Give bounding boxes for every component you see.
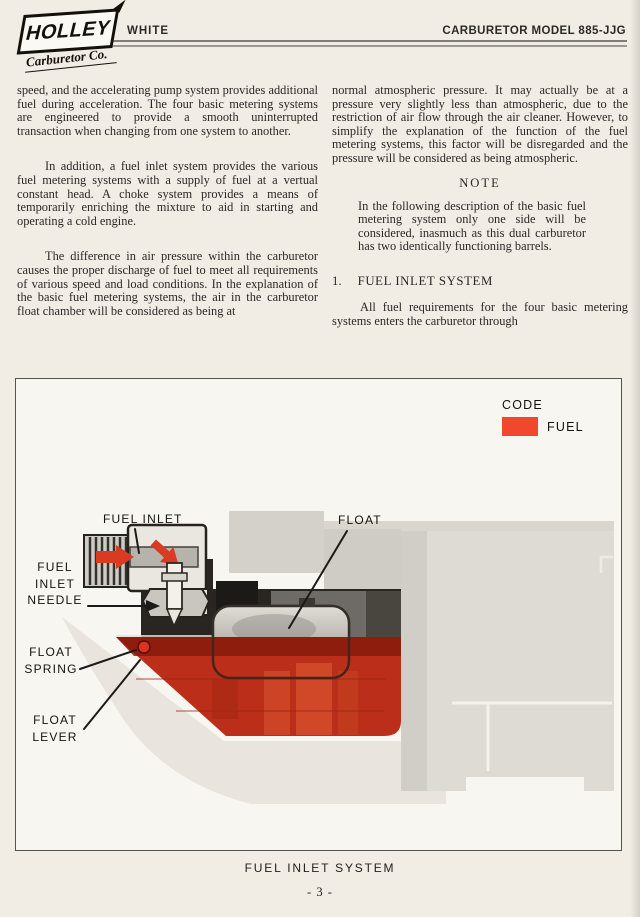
- holley-logo-subtitle: Carburetor Co.: [23, 45, 116, 72]
- header-rule-top: [80, 40, 627, 42]
- header-rule-bottom: [80, 45, 627, 47]
- section-heading: [332, 274, 628, 289]
- header-model-label: CARBURETOR MODEL 885-JJG: [442, 25, 626, 37]
- note-paragraph: In the following description of the basic fuel metering system only one side will be considered, inasmuch as this dual carburetor has two identically functioning barrels.: [358, 198, 586, 254]
- legend-title: CODE: [502, 398, 543, 412]
- callout-float: FLOAT: [338, 513, 382, 527]
- callout-line: FLOAT: [33, 713, 77, 727]
- callout-line: FLOAT: [29, 645, 73, 659]
- holley-logo: [12, 6, 130, 72]
- holley-logo-brand: HOLLEY: [23, 16, 113, 46]
- callout-float-lever: [26, 712, 84, 745]
- callout-line: INLET: [34, 576, 75, 591]
- legend-fuel-swatch: [502, 417, 538, 436]
- figure-fuel-inlet-system: [15, 378, 622, 851]
- callout-fuel-inlet-needle: [24, 559, 86, 609]
- paragraph: The difference in air pressure within the carburetor causes the proper discharge of fuel to meet all requirements of various speed and load conditions. In the explanation of the basic fuel metering systems, the air in the carburetor float chamber will be considered as being at: [17, 249, 318, 318]
- page-edge-shadow: [630, 0, 640, 917]
- right-text-column: [332, 84, 628, 328]
- paragraph: speed, and the accelerating pump system provides additional fuel during acceleration. The four basic metering systems are engineered to provide a smooth uninterrupted transaction when changing from one system to another.: [17, 83, 318, 138]
- paragraph: In addition, a fuel inlet system provides the various fuel metering systems with a supply of fuel at a vertual constant head. A choke system provides a means of temporarily enriching the mixture to aid in starting and operating a cold engine.: [17, 159, 318, 228]
- callout-float-spring: [22, 644, 80, 677]
- left-text-column: [17, 84, 318, 318]
- figure-caption: FUEL INLET SYSTEM: [244, 861, 396, 875]
- paragraph: normal atmospheric pressure. It may actually be at a pressure very slightly less than atmospheric, due to the restriction of air flow through the air cleaner. However, to simplify the explanation of the function of the fuel metering systems, this factor will be disregarded and the pressure will be considered as being atmospheric.: [332, 83, 628, 165]
- holley-logo-flag-icon: [111, 0, 125, 12]
- callout-line: LEVER: [32, 729, 78, 744]
- inlet-needle: [167, 563, 182, 609]
- note-heading: NOTE: [459, 175, 501, 190]
- callout-fuel-inlet: FUEL INLET: [103, 512, 183, 526]
- section-number: 1.: [332, 273, 342, 288]
- paragraph: All fuel requirements for the four basic metering systems enters the carburetor through: [332, 299, 628, 328]
- section-title: FUEL INLET SYSTEM: [357, 273, 493, 288]
- legend-fuel-label: FUEL: [547, 420, 584, 434]
- callout-line: SPRING: [24, 661, 78, 676]
- page-number: - 3 -: [307, 885, 333, 899]
- carburetor-cutaway-illustration: [16, 379, 621, 850]
- header-color-label: WHITE: [127, 25, 170, 37]
- callout-line: NEEDLE: [27, 593, 83, 607]
- float-spring-pivot: [138, 641, 150, 653]
- callout-line: FUEL: [37, 560, 73, 574]
